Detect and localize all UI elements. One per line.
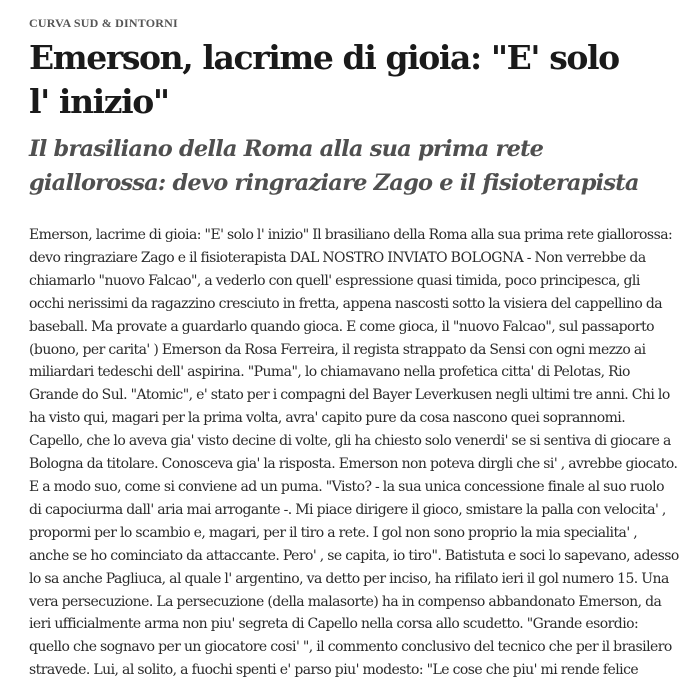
body-line: stravede. Lui, al solito, a fuochi spenti e' parso piu' modesto: "Le cose che piu' mi rende felice [29,662,639,679]
body-line: quello che sognavo per un giocatore cosi' ", il commento conclusivo del tecnico che per il brasilero [29,639,672,656]
body-line: devo ringraziare Zago e il fisioterapista DAL NOSTRO INVIATO BOLOGNA - Non verrebbe da [29,249,646,266]
body-line: Emerson, lacrime di gioia: "E' solo l' inizio" Il brasiliano della Roma alla sua prima rete giallorossa: [29,227,673,243]
body-line: ieri ufficialmente arma non piu' segreta di Capello nella corsa allo scudetto. "Grande esordio: [29,616,639,633]
body-line: propormi per lo scambio e, magari, per il tiro a rete. I gol non sono proprio la mia specialita' , [29,524,638,541]
section-kicker[interactable]: CURVA SUD & DINTORNI [29,16,178,30]
article-title: Emerson, lacrime di gioia: "E' solo l' inizio" [29,38,619,121]
body-line: vera persecuzione. La persecuzione (della malasorte) ha in compenso abbandonato Emerson, da [29,593,662,610]
body-line: di capociurma dall' aria mai arrogante -. Mi piace dirigere il gioco, smistare la palla con velocita' , [29,501,666,518]
body-line: Bologna da titolare. Conosceva gia' la risposta. Emerson non poteva dirgli che si' , avrebbe giocato. [29,456,678,473]
body-line: anche se ho cominciato da attaccante. Pero' , se capita, io tiro". Batistuta e soci lo sapevano, adesso [29,547,679,564]
body-line: E a modo suo, come si conviene ad un puma. "Visto? - la sua unica concessione finale al suo ruolo [29,478,664,495]
body-line: (buono, per carita' ) Emerson da Rosa Ferreira, il regista strappato da Sensi con ogni mezzo ai [29,341,646,358]
body-line: baseball. Ma provate a guardarlo quando gioca. E come gioca, il "nuovo Falcao", sul passaporto [29,318,655,335]
article-body [29,224,681,682]
body-line: lo sa anche Pagliuca, al quale l' argentino, va detto per inciso, ha rifilato ieri il gol numero 15. Una [29,570,669,587]
body-line: chiamarlo "nuovo Falcao", a vederlo con quell' espressione quasi timida, poco principesca, gli [29,272,640,289]
body-line: miliardari tedeschi dell' aspirina. "Puma", lo chiamavano nella profetica citta' di Pelotas, Rio [29,364,630,381]
body-line: occhi nerissimi da ragazzino cresciuto in fretta, appena nascosti sotto la visiera del cappellino da [29,295,663,312]
body-line: ha visto qui, magari per la prima volta, avra' capito pure da cosa nascono quei soprannomi. [29,410,626,427]
article-subtitle: Il brasiliano della Roma alla sua prima rete giallorossa: devo ringraziare Zago e il fisioterapista [29,136,639,196]
body-line: Grande do Sul. "Atomic", e' stato per i compagni del Bayer Leverkusen negli ultimi tre anni. Chi lo [29,387,670,404]
body-line: Capello, che lo aveva gia' visto decine di volte, gli ha chiesto solo venerdi' se si sentiva di giocare a [29,433,671,450]
